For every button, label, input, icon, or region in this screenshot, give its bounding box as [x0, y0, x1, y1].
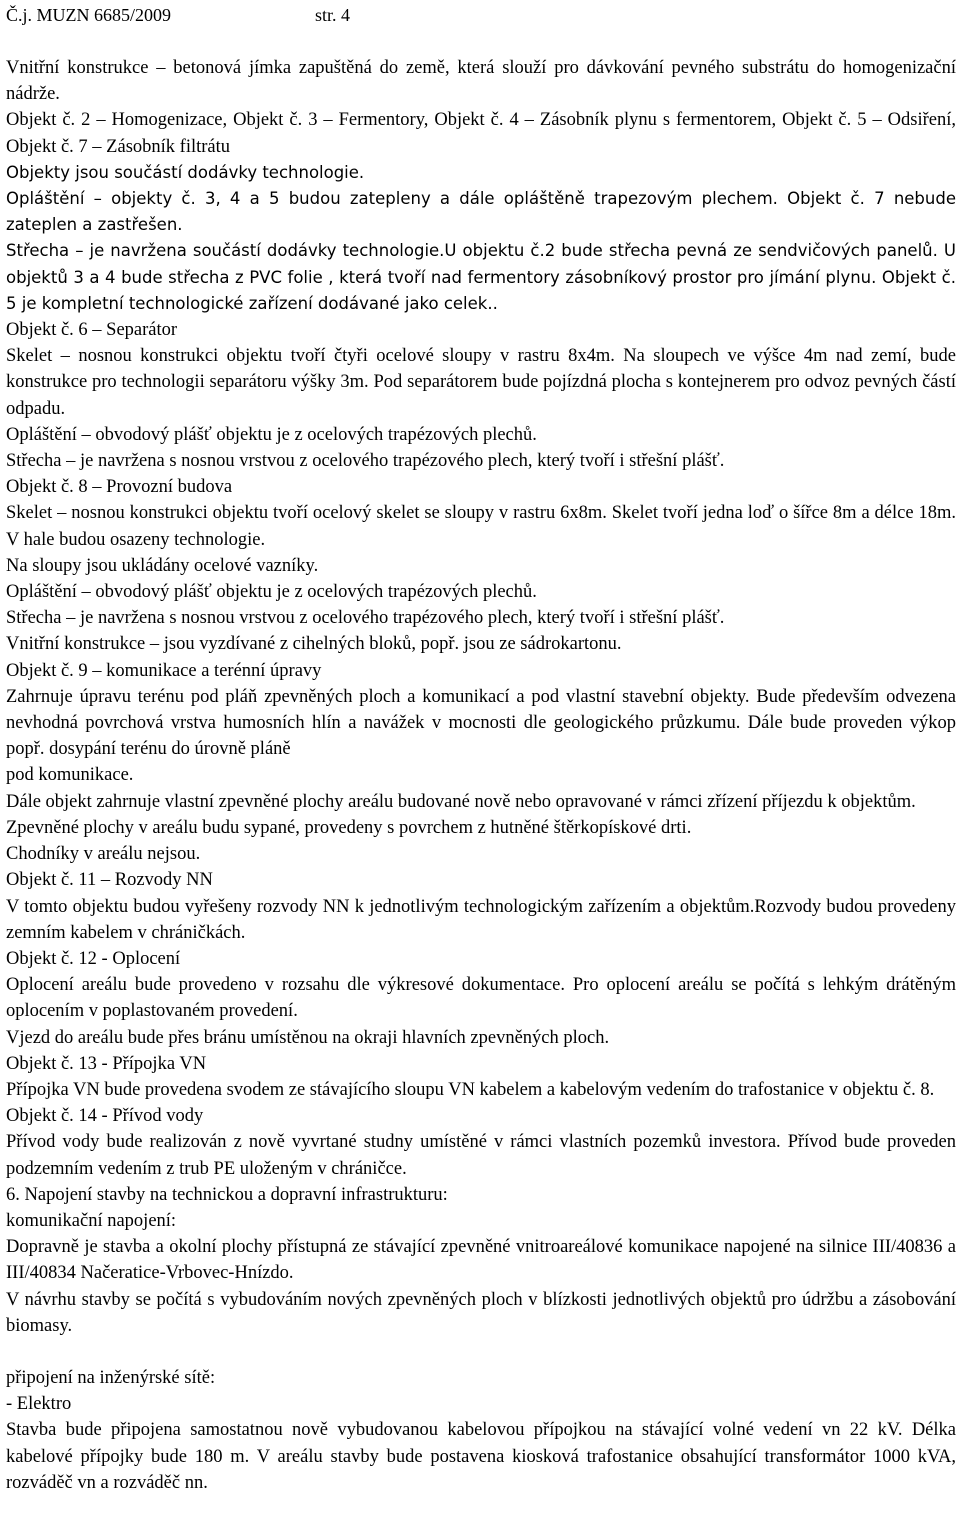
paragraph: Objekt č. 6 – Separátor	[6, 320, 178, 341]
paragraph: Vnitřní konstrukce – betonová jímka zapuštěná do země, která slouží pro dávkování pevného substrátu do homogenizační nádrže.	[6, 58, 956, 105]
paragraph: Skelet – nosnou konstrukci objektu tvoří čtyři ocelové sloupy v rastru 8x4m. Na sloupech ve výšce 4m nad zemí, bude konstrukce pro technologii separátoru výšky 3m. Pod separátorem bude pojízdná plocha s kontejnerem pro odvoz pevných částí odpadu.	[6, 346, 956, 419]
paragraph: připojení na inženýrské sítě:	[6, 1367, 216, 1388]
paragraph: Opláštění – obvodový plášť objektu je z ocelových trapézových plechů.	[6, 582, 537, 603]
paragraph: Objekt č. 14 - Přívod vody	[6, 1106, 204, 1127]
paragraph: Vnitřní konstrukce – jsou vyzdívané z cihelných bloků, popř. jsou ze sádrokartonu.	[6, 634, 622, 655]
paragraph: Objekt č. 13 - Přípojka VN	[6, 1053, 207, 1074]
page-header	[6, 2, 351, 28]
document-body	[6, 55, 956, 1496]
document-number: Č.j. MUZN 6685/2009	[6, 5, 172, 25]
paragraph: Dopravně je stavba a okolní plochy přístupná ze stávající zpevněné vnitroareálové komunikace napojené na silnice III/40836 a III/40834 Načeratice-Vrbovec-Hnízdo.	[6, 1237, 956, 1284]
paragraph: Opláštění – obvodový plášť objektu je z ocelových trapézových plechů.	[6, 424, 537, 445]
paragraph: pod komunikace.	[6, 765, 134, 786]
paragraph: Na sloupy jsou ukládány ocelové vazníky.	[6, 555, 319, 576]
paragraph: Opláštění – objekty č. 3, 4 a 5 budou zatepleny a dále opláštěně trapezovým plechem. Objekt č. 7 nebude zateplen a zastřešen.	[6, 189, 956, 235]
paragraph: komunikační napojení:	[6, 1210, 177, 1231]
paragraph: V tomto objektu budou vyřešeny rozvody NN k jednotlivým technologickým zařízením a objektům.Rozvody budou provedeny zemním kabelem v chráničkách.	[6, 896, 956, 943]
paragraph: Chodníky v areálu nejsou.	[6, 844, 201, 865]
paragraph: Oplocení areálu bude provedeno v rozsahu dle výkresové dokumentace. Pro oplocení areálu se počítá s lehkým drátěným oplocením v poplastovaném provedení.	[6, 975, 956, 1022]
paragraph: Přívod vody bude realizován z nově vyvrtané studny umístěné v rámci vlastních pozemků investora. Přívod bude proveden podzemním vedením z trub PE uloženým v chráničce.	[6, 1132, 956, 1179]
paragraph: Stavba bude připojena samostatnou nově vybudovanou kabelovou přípojkou na stávající volné vedení vn 22 kV. Délka kabelové přípojky bude 180 m. V areálu stavby bude postavena kiosková trafostanice obsahující transformátor 1000 kVA, rozváděč vn a rozváděč nn.	[6, 1420, 956, 1493]
paragraph: Zpevněné plochy v areálu budu sypané, provedeny s povrchem z hutněné štěrkopískové drti.	[6, 817, 692, 838]
paragraph: Objekt č. 9 – komunikace a terénní úpravy	[6, 660, 322, 681]
paragraph: Zahrnuje úpravu terénu pod pláň zpevněných ploch a komunikací a pod vlastní stavební objekty. Bude především odvezena nevhodná povrchová vrstva humosních hlín a navážek v mocnosti dle geologického průzkumu. Dále bude proveden výkop popř. dosypání terénu do úrovně pláně	[6, 686, 956, 760]
paragraph: - Elektro	[6, 1394, 72, 1415]
paragraph: Objekty jsou součástí dodávky technologie.	[6, 162, 365, 182]
paragraph: 6. Napojení stavby na technickou a dopravní infrastrukturu:	[6, 1184, 448, 1205]
paragraph: Skelet – nosnou konstrukci objektu tvoří ocelový skelet se sloupy v rastru 6x8m. Skelet tvoří jedna loď o šířce 8m a délce 18m. V hale budou osazeny technologie.	[6, 503, 956, 550]
paragraph: V návrhu stavby se počítá s vybudováním nových zpevněných ploch v blízkosti jednotlivých objektů pro údržbu a zásobování biomasy.	[6, 1289, 956, 1336]
paragraph: Objekt č. 12 - Oplocení	[6, 948, 181, 969]
paragraph: Střecha – je navržena s nosnou vrstvou z ocelového trapézového plech, který tvoří i střešní plášť.	[6, 608, 725, 629]
paragraph: Vjezd do areálu bude přes bránu umístěnou na okraji hlavních zpevněných ploch.	[6, 1027, 610, 1048]
paragraph: Přípojka VN bude provedena svodem ze stávajícího sloupu VN kabelem a kabelovým vedením do trafostanice v objektu č. 8.	[6, 1079, 935, 1100]
page-number: str. 4	[315, 5, 351, 25]
blank-line	[6, 1339, 956, 1365]
paragraph: Objekt č. 11 – Rozvody NN	[6, 870, 213, 891]
paragraph: Objekt č. 8 – Provozní budova	[6, 477, 233, 498]
paragraph: Objekt č. 2 – Homogenizace, Objekt č. 3 – Fermentory, Objekt č. 4 – Zásobník plynu s fermentorem, Objekt č. 5 – Odsiření, Objekt č. 7 – Zásobník filtrátu	[6, 110, 956, 157]
paragraph: Dále objekt zahrnuje vlastní zpevněné plochy areálu budované nově nebo opravované v rámci zřízení příjezdu k objektům.	[6, 791, 916, 812]
paragraph: Střecha – je navržena s nosnou vrstvou z ocelového trapézového plech, který tvoří i střešní plášť.	[6, 451, 725, 472]
paragraph: Střecha – je navržena součástí dodávky technologie.U objektu č.2 bude střecha pevná ze sendvičových panelů. U objektů 3 a 4 bude střecha z PVC folie , která tvoří nad fermentory zásobníkový prostor pro jímání plynu. Objekt č. 5 je kompletní technologické zařízení dodávané jako celek..	[6, 241, 956, 313]
